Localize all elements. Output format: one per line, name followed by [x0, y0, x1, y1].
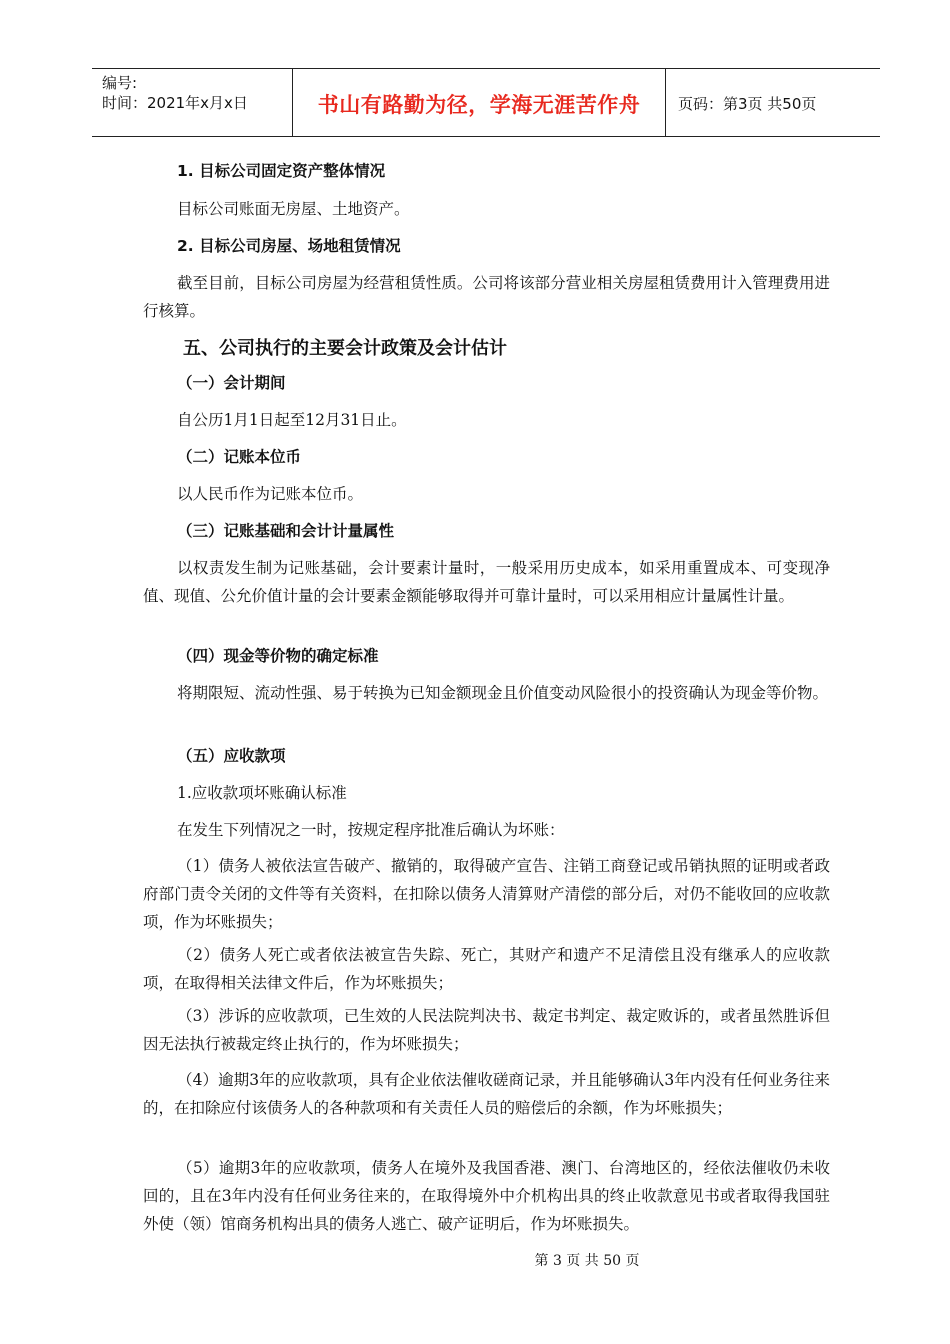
part-2-title: （二）记账本位币 — [177, 448, 302, 466]
header-page-cell — [666, 69, 880, 136]
list-item: （4）逾期3年的应收款项，具有企业依法催收磋商记录，并且能够确认3年内没有任何业务往来的，在扣除应付该债务人的各种款项和有关责任人员的赔偿后的余额，作为坏账损失； — [143, 1071, 830, 1117]
part-4-title: （四）现金等价物的确定标准 — [177, 647, 379, 665]
section-2-text: 截至目前，目标公司房屋为经营租赁性质。公司将该部分营业相关房屋租赁费用计入管理费用进行核算。 — [143, 274, 830, 320]
list-item: （5）逾期3年的应收款项，债务人在境外及我国香港、澳门、台湾地区的，经依法催收仍未收回的，且在3年内没有任何业务往来的，在取得境外中介机构出具的终止收款意见书或者取得我国驻外使（领）馆商务机构出具的债务人逃亡、破产证明后，作为坏账损失。 — [143, 1159, 830, 1233]
list-item: （3）涉诉的应收款项，已生效的人民法院判决书、裁定书判定、裁定败诉的，或者虽然胜诉但因无法执行被裁定终止执行的，作为坏账损失； — [143, 1007, 830, 1053]
header-page-number: 页码：第3页 共50页 — [678, 95, 817, 113]
header-motto: 书山有路勤为径，学海无涯苦作舟 — [317, 93, 641, 117]
chapter-title: 五、公司执行的主要会计政策及会计估计 — [183, 338, 507, 359]
part-5-title: （五）应收款项 — [177, 747, 286, 765]
section-1-title: 1. 目标公司固定资产整体情况 — [177, 162, 386, 180]
part-3-text: 以权责发生制为记账基础，会计要素计量时，一般采用历史成本，如采用重置成本、可变现净值、现值、公允价值计量的会计要素金额能够取得并可靠计量时，可以采用相应计量属性计量。 — [143, 559, 830, 605]
part-3-title: （三）记账基础和会计计量属性 — [177, 522, 395, 540]
page-header — [92, 68, 880, 137]
part-1-title: （一）会计期间 — [177, 374, 286, 392]
header-info-cell — [92, 69, 293, 136]
page-footer: 第 3 页 共 50 页 — [534, 1253, 640, 1269]
part-4-text: 将期限短、流动性强、易于转换为已知金额现金且价值变动风险很小的投资确认为现金等价物。 — [177, 684, 829, 702]
list-item: （2）债务人死亡或者依法被宣告失踪、死亡，其财产和遗产不足清偿且没有继承人的应收款项，在取得相关法律文件后，作为坏账损失； — [143, 946, 830, 992]
part-2-text: 以人民币作为记账本位币。 — [177, 485, 364, 503]
serial-label: 编号: — [102, 74, 138, 92]
time-label: 时间：2021年x月x日 — [102, 94, 248, 112]
part-5-intro: 在发生下列情况之一时，按规定程序批准后确认为坏账： — [177, 821, 565, 839]
section-1-text: 目标公司账面无房屋、土地资产。 — [177, 200, 410, 218]
header-motto-cell — [293, 69, 666, 136]
part-5-subtitle: 1.应收款项坏账确认标准 — [177, 784, 347, 802]
part-1-text: 自公历1月1日起至12月31日止。 — [177, 411, 407, 429]
list-item: （1）债务人被依法宣告破产、撤销的，取得破产宣告、注销工商登记或吊销执照的证明或者政府部门责令关闭的文件等有关资料，在扣除以债务人清算财产清偿的部分后，对仍不能收回的应收款项，作为坏账损失； — [143, 857, 830, 931]
section-2-title: 2. 目标公司房屋、场地租赁情况 — [177, 237, 401, 255]
